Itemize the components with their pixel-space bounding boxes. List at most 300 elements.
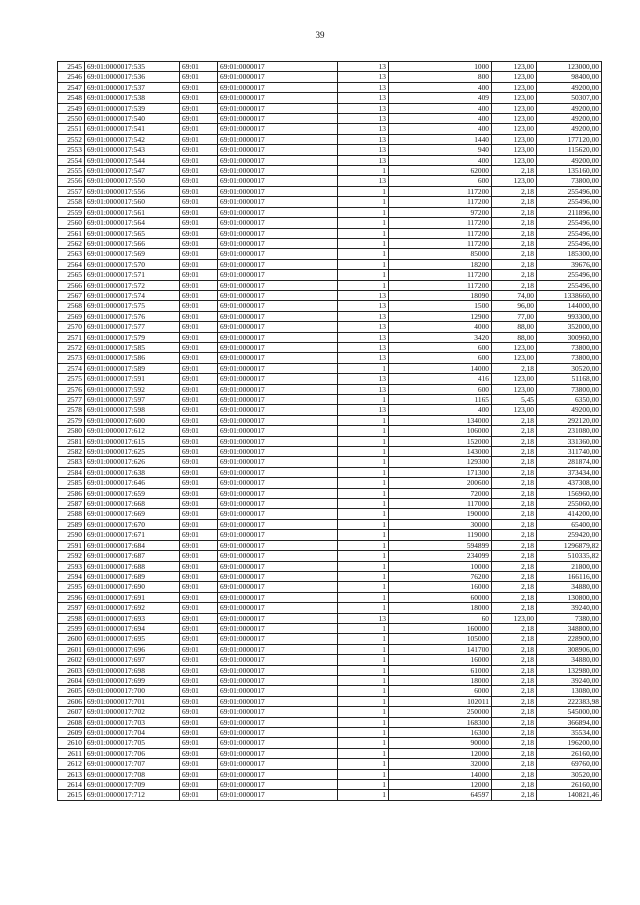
cadastral-quarter: 69:01:0000017 [218,218,338,228]
land-use-group: 1 [338,228,389,238]
district-code: 69:01 [180,249,218,259]
cadastral-number: 69:01:0000017:668 [85,499,180,509]
cadastral-number: 69:01:0000017:598 [85,405,180,415]
land-use-group: 1 [338,467,389,477]
row-number: 2593 [58,561,85,571]
cadastral-number: 69:01:0000017:535 [85,62,180,72]
area: 117200 [389,280,492,290]
specific-value: 2,18 [492,634,537,644]
cadastral-quarter: 69:01:0000017 [218,613,338,623]
district-code: 69:01 [180,748,218,758]
cadastral-number: 69:01:0000017:564 [85,218,180,228]
district-code: 69:01 [180,665,218,675]
table-row [58,634,602,644]
row-number: 2574 [58,363,85,373]
cadastral-number: 69:01:0000017:691 [85,592,180,602]
cadastral-value: 414200,00 [537,509,602,519]
specific-value: 2,18 [492,197,537,207]
specific-value: 123,00 [492,353,537,363]
row-number: 2584 [58,467,85,477]
row-number: 2591 [58,540,85,550]
district-code: 69:01 [180,530,218,540]
table-row [58,728,602,738]
cadastral-number: 69:01:0000017:560 [85,197,180,207]
cadastral-quarter: 69:01:0000017 [218,249,338,259]
row-number: 2608 [58,717,85,727]
district-code: 69:01 [180,478,218,488]
table-row [58,363,602,373]
district-code: 69:01 [180,103,218,113]
cadastral-number: 69:01:0000017:542 [85,134,180,144]
cadastral-quarter: 69:01:0000017 [218,228,338,238]
district-code: 69:01 [180,186,218,196]
cadastral-value-table [57,61,602,801]
cadastral-number: 69:01:0000017:575 [85,301,180,311]
row-number: 2611 [58,748,85,758]
area: 3420 [389,332,492,342]
row-number: 2572 [58,342,85,352]
table-row [58,395,602,405]
row-number: 2551 [58,124,85,134]
cadastral-number: 69:01:0000017:684 [85,540,180,550]
table-row [58,519,602,529]
cadastral-value: 135160,00 [537,166,602,176]
row-number: 2555 [58,166,85,176]
cadastral-number: 69:01:0000017:566 [85,238,180,248]
area: 400 [389,114,492,124]
cadastral-number: 69:01:0000017:540 [85,114,180,124]
specific-value: 123,00 [492,114,537,124]
cadastral-value: 115620,00 [537,145,602,155]
table-row [58,447,602,457]
cadastral-number: 69:01:0000017:550 [85,176,180,186]
land-use-group: 1 [338,478,389,488]
district-code: 69:01 [180,571,218,581]
land-use-group: 13 [338,62,389,72]
area: 117200 [389,197,492,207]
land-use-group: 1 [338,259,389,269]
district-code: 69:01 [180,561,218,571]
area: 60000 [389,592,492,602]
area: 200600 [389,478,492,488]
land-use-group: 13 [338,290,389,300]
area: 409 [389,93,492,103]
table-row [58,759,602,769]
table-row [58,62,602,72]
land-use-group: 1 [338,571,389,581]
specific-value: 2,18 [492,717,537,727]
table-row [58,301,602,311]
specific-value: 2,18 [492,218,537,228]
table-row [58,218,602,228]
cadastral-value: 49200,00 [537,405,602,415]
land-use-group: 1 [338,540,389,550]
area: 940 [389,145,492,155]
district-code: 69:01 [180,114,218,124]
area: 4000 [389,322,492,332]
cadastral-number: 69:01:0000017:689 [85,571,180,581]
district-code: 69:01 [180,72,218,82]
specific-value: 88,00 [492,322,537,332]
table-row [58,780,602,790]
table-row [58,134,602,144]
land-use-group: 1 [338,238,389,248]
district-code: 69:01 [180,644,218,654]
specific-value: 88,00 [492,332,537,342]
specific-value: 2,18 [492,280,537,290]
land-use-group: 1 [338,457,389,467]
table-row [58,415,602,425]
district-code: 69:01 [180,311,218,321]
table-row [58,405,602,415]
area: 117200 [389,270,492,280]
table-row [58,488,602,498]
district-code: 69:01 [180,322,218,332]
row-number: 2614 [58,780,85,790]
cadastral-quarter: 69:01:0000017 [218,426,338,436]
cadastral-quarter: 69:01:0000017 [218,655,338,665]
cadastral-quarter: 69:01:0000017 [218,363,338,373]
cadastral-value: 352000,00 [537,322,602,332]
cadastral-value: 228900,00 [537,634,602,644]
area: 97200 [389,207,492,217]
area: 90000 [389,738,492,748]
row-number: 2548 [58,93,85,103]
specific-value: 123,00 [492,374,537,384]
cadastral-number: 69:01:0000017:569 [85,249,180,259]
cadastral-number: 69:01:0000017:556 [85,186,180,196]
district-code: 69:01 [180,62,218,72]
district-code: 69:01 [180,717,218,727]
specific-value: 2,18 [492,623,537,633]
specific-value: 2,18 [492,530,537,540]
district-code: 69:01 [180,447,218,457]
row-number: 2606 [58,696,85,706]
table-row [58,249,602,259]
land-use-group: 13 [338,72,389,82]
district-code: 69:01 [180,603,218,613]
district-code: 69:01 [180,363,218,373]
land-use-group: 1 [338,363,389,373]
area: 30000 [389,519,492,529]
cadastral-quarter: 69:01:0000017 [218,551,338,561]
table-row [58,93,602,103]
area: 143000 [389,447,492,457]
cadastral-quarter: 69:01:0000017 [218,675,338,685]
cadastral-value: 545000,00 [537,707,602,717]
table-row [58,499,602,509]
district-code: 69:01 [180,738,218,748]
district-code: 69:01 [180,384,218,394]
table-row [58,342,602,352]
specific-value: 2,18 [492,436,537,446]
cadastral-number: 69:01:0000017:536 [85,72,180,82]
area: 1440 [389,134,492,144]
district-code: 69:01 [180,228,218,238]
area: 117200 [389,238,492,248]
district-code: 69:01 [180,540,218,550]
specific-value: 2,18 [492,478,537,488]
area: 416 [389,374,492,384]
row-number: 2570 [58,322,85,332]
land-use-group: 1 [338,696,389,706]
cadastral-number: 69:01:0000017:687 [85,551,180,561]
specific-value: 2,18 [492,249,537,259]
area: 10000 [389,561,492,571]
area: 18090 [389,290,492,300]
specific-value: 123,00 [492,155,537,165]
row-number: 2586 [58,488,85,498]
table-row [58,665,602,675]
specific-value: 2,18 [492,655,537,665]
cadastral-quarter: 69:01:0000017 [218,384,338,394]
area: 106000 [389,426,492,436]
cadastral-number: 69:01:0000017:591 [85,374,180,384]
land-use-group: 1 [338,686,389,696]
cadastral-value: 311740,00 [537,447,602,457]
specific-value: 2,18 [492,238,537,248]
cadastral-number: 69:01:0000017:589 [85,363,180,373]
specific-value: 2,18 [492,738,537,748]
cadastral-number: 69:01:0000017:544 [85,155,180,165]
row-number: 2552 [58,134,85,144]
cadastral-number: 69:01:0000017:543 [85,145,180,155]
land-use-group: 13 [338,374,389,384]
cadastral-quarter: 69:01:0000017 [218,530,338,540]
cadastral-number: 69:01:0000017:697 [85,655,180,665]
row-number: 2592 [58,551,85,561]
specific-value: 2,18 [492,509,537,519]
district-code: 69:01 [180,696,218,706]
table-row [58,176,602,186]
cadastral-quarter: 69:01:0000017 [218,374,338,384]
table-row [58,551,602,561]
district-code: 69:01 [180,405,218,415]
row-number: 2547 [58,82,85,92]
cadastral-number: 69:01:0000017:572 [85,280,180,290]
cadastral-quarter: 69:01:0000017 [218,717,338,727]
land-use-group: 1 [338,488,389,498]
cadastral-value: 255496,00 [537,228,602,238]
area: 134000 [389,415,492,425]
specific-value: 2,18 [492,665,537,675]
specific-value: 2,18 [492,561,537,571]
area: 76200 [389,571,492,581]
area: 117200 [389,228,492,238]
row-number: 2563 [58,249,85,259]
cadastral-quarter: 69:01:0000017 [218,342,338,352]
cadastral-value: 130800,00 [537,592,602,602]
specific-value: 123,00 [492,82,537,92]
district-code: 69:01 [180,499,218,509]
land-use-group: 1 [338,395,389,405]
cadastral-quarter: 69:01:0000017 [218,790,338,800]
cadastral-value: 49200,00 [537,114,602,124]
row-number: 2558 [58,197,85,207]
district-code: 69:01 [180,634,218,644]
cadastral-value: 255496,00 [537,238,602,248]
row-number: 2560 [58,218,85,228]
row-number: 2571 [58,332,85,342]
table-row [58,311,602,321]
district-code: 69:01 [180,790,218,800]
cadastral-quarter: 69:01:0000017 [218,395,338,405]
cadastral-number: 69:01:0000017:561 [85,207,180,217]
cadastral-quarter: 69:01:0000017 [218,415,338,425]
cadastral-number: 69:01:0000017:695 [85,634,180,644]
table-row [58,769,602,779]
cadastral-value: 331360,00 [537,436,602,446]
land-use-group: 1 [338,634,389,644]
cadastral-value: 26160,00 [537,780,602,790]
row-number: 2556 [58,176,85,186]
area: 32000 [389,759,492,769]
table-row [58,353,602,363]
cadastral-value: 185300,00 [537,249,602,259]
cadastral-number: 69:01:0000017:638 [85,467,180,477]
cadastral-value: 993300,00 [537,311,602,321]
table-row [58,540,602,550]
row-number: 2554 [58,155,85,165]
area: 117000 [389,499,492,509]
specific-value: 2,18 [492,571,537,581]
land-use-group: 13 [338,332,389,342]
row-number: 2567 [58,290,85,300]
cadastral-number: 69:01:0000017:700 [85,686,180,696]
area: 14000 [389,769,492,779]
cadastral-quarter: 69:01:0000017 [218,405,338,415]
land-use-group: 1 [338,603,389,613]
cadastral-number: 69:01:0000017:577 [85,322,180,332]
page-number: 39 [315,30,325,40]
land-use-group: 1 [338,738,389,748]
area: 119000 [389,530,492,540]
area: 16300 [389,728,492,738]
cadastral-quarter: 69:01:0000017 [218,478,338,488]
land-use-group: 1 [338,644,389,654]
cadastral-number: 69:01:0000017:694 [85,623,180,633]
cadastral-quarter: 69:01:0000017 [218,322,338,332]
land-use-group: 1 [338,623,389,633]
cadastral-quarter: 69:01:0000017 [218,509,338,519]
cadastral-quarter: 69:01:0000017 [218,207,338,217]
area: 171300 [389,467,492,477]
district-code: 69:01 [180,280,218,290]
table-row [58,561,602,571]
district-code: 69:01 [180,134,218,144]
cadastral-value: 26160,00 [537,748,602,758]
cadastral-number: 69:01:0000017:576 [85,311,180,321]
row-number: 2568 [58,301,85,311]
table-row [58,623,602,633]
table-row [58,644,602,654]
row-number: 2569 [58,311,85,321]
cadastral-value: 49200,00 [537,103,602,113]
district-code: 69:01 [180,207,218,217]
cadastral-number: 69:01:0000017:565 [85,228,180,238]
land-use-group: 13 [338,301,389,311]
specific-value: 2,18 [492,519,537,529]
cadastral-value: 156960,00 [537,488,602,498]
row-number: 2596 [58,592,85,602]
district-code: 69:01 [180,426,218,436]
cadastral-value: 73800,00 [537,384,602,394]
land-use-group: 13 [338,322,389,332]
specific-value: 77,00 [492,311,537,321]
cadastral-value: 510335,82 [537,551,602,561]
cadastral-quarter: 69:01:0000017 [218,780,338,790]
cadastral-quarter: 69:01:0000017 [218,696,338,706]
table-row [58,238,602,248]
area: 61000 [389,665,492,675]
table-row [58,467,602,477]
district-code: 69:01 [180,436,218,446]
area: 250000 [389,707,492,717]
cadastral-number: 69:01:0000017:585 [85,342,180,352]
cadastral-number: 69:01:0000017:571 [85,270,180,280]
area: 12000 [389,748,492,758]
district-code: 69:01 [180,353,218,363]
cadastral-value: 255496,00 [537,270,602,280]
cadastral-quarter: 69:01:0000017 [218,686,338,696]
land-use-group: 1 [338,415,389,425]
land-use-group: 1 [338,675,389,685]
cadastral-quarter: 69:01:0000017 [218,759,338,769]
cadastral-value: 308906,00 [537,644,602,654]
cadastral-quarter: 69:01:0000017 [218,155,338,165]
district-code: 69:01 [180,675,218,685]
cadastral-number: 69:01:0000017:712 [85,790,180,800]
district-code: 69:01 [180,467,218,477]
district-code: 69:01 [180,82,218,92]
area: 1500 [389,301,492,311]
specific-value: 2,18 [492,207,537,217]
table-row [58,790,602,800]
land-use-group: 1 [338,530,389,540]
specific-value: 123,00 [492,145,537,155]
cadastral-quarter: 69:01:0000017 [218,561,338,571]
specific-value: 2,18 [492,644,537,654]
specific-value: 74,00 [492,290,537,300]
row-number: 2566 [58,280,85,290]
land-use-group: 1 [338,270,389,280]
table-row [58,155,602,165]
district-code: 69:01 [180,592,218,602]
cadastral-value: 73800,00 [537,353,602,363]
table-row [58,280,602,290]
district-code: 69:01 [180,301,218,311]
specific-value: 2,18 [492,707,537,717]
land-use-group: 1 [338,197,389,207]
cadastral-value: 30520,00 [537,769,602,779]
cadastral-number: 69:01:0000017:586 [85,353,180,363]
district-code: 69:01 [180,759,218,769]
area: 600 [389,342,492,352]
cadastral-number: 69:01:0000017:537 [85,82,180,92]
cadastral-quarter: 69:01:0000017 [218,353,338,363]
row-number: 2545 [58,62,85,72]
table-body [58,62,602,801]
cadastral-value: 255496,00 [537,218,602,228]
row-number: 2598 [58,613,85,623]
specific-value: 123,00 [492,62,537,72]
table-row [58,478,602,488]
cadastral-value: 300960,00 [537,332,602,342]
cadastral-number: 69:01:0000017:688 [85,561,180,571]
district-code: 69:01 [180,218,218,228]
specific-value: 2,18 [492,748,537,758]
cadastral-value: 140821,46 [537,790,602,800]
